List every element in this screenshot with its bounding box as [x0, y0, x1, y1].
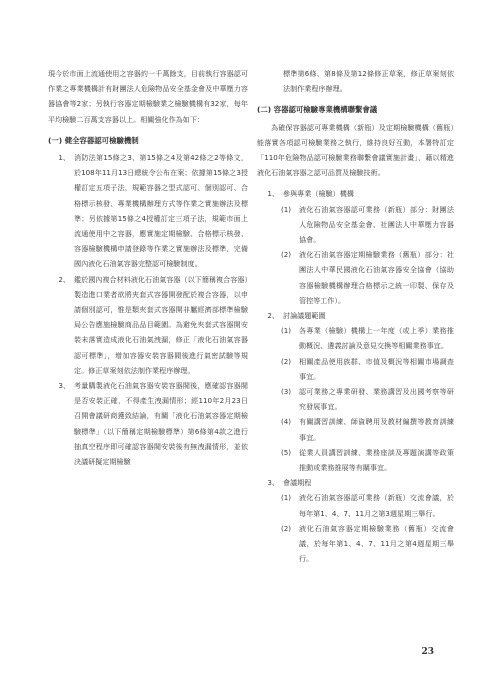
list-item-text: 參與專業（檢驗）機構	[283, 189, 354, 199]
sub-list-item	[257, 202, 454, 248]
list-item-text: 標準第6條、第8條及第12條修正草案，修正草案刻依法制作業程序辦理。	[283, 69, 454, 94]
list-item-continuation	[257, 66, 454, 96]
sub-list-marker: (3)	[281, 387, 292, 397]
sub-list-marker: (1)	[281, 493, 292, 503]
section-paragraph: 為確保容器認可專業機構（新瓶）及定期檢驗機構（舊瓶）能落實各項認可檢驗業務之執行，維持良好互動，本署特訂定「110年危險物品認可檢驗業務聯繫會議實施計畫」，藉以精進液化石油氣容器之認可品質及檢驗技術。	[257, 122, 454, 178]
sub-list-marker: (2)	[281, 356, 292, 366]
sub-list-text: 各專業（檢驗）機構上一年度（或上季）業務推動概況、遴義討論及意見交換等相關業務事宜。	[299, 326, 454, 351]
list-item-text: 討論議題範圍	[283, 311, 326, 321]
list-item-text: 消防法第15條之3、第15條之4及第42條之2等條文，於108年11月13日總統令公布在案；依據第15條之3授權訂定五項子法，規範容器之型式認可、個別認可、合格標示核發、專業機構辦理方式等作業之實施辦法及標準；另依據第15條之4授權訂定三項子法，規範市面上流通使用中之容器，應實施定期檢驗、合格標示核發、容器檢驗機構申請登錄等作業之實施辦法及標準，完備國內液化石油氣容器完整認可檢驗制度。	[74, 153, 248, 269]
sub-list-text: 液化石油氣容器定期檢驗業務（舊瓶）部分：社團法人中華民國液化石油氣容器安全協會（協助容器檢驗機構辦理合格標示之統一印製、保存及管控等工作）。	[299, 250, 454, 305]
sub-list-item	[257, 521, 454, 567]
sub-list-item	[257, 414, 454, 444]
sub-list-text: 液化石油氣容器認可業務（新瓶）部分：財團法人危險物品安全基金會、社團法人中華壓力容器協會。	[299, 204, 454, 245]
right-column	[257, 66, 454, 567]
sub-list-item	[257, 445, 454, 475]
sub-list-text: 液化石油氣容器認可業務（新瓶）交流會議，於每年第1、4、7、11月之第3週星期三舉行。	[299, 493, 454, 518]
list-item-number: 3、	[58, 381, 70, 391]
list-item-number: 1、	[267, 189, 279, 199]
sub-list-marker: (4)	[281, 417, 292, 427]
sub-list-marker: (2)	[281, 250, 292, 260]
sub-list-marker: (2)	[281, 523, 292, 533]
list-item	[48, 272, 248, 378]
sub-list-item	[257, 384, 454, 414]
list-item	[48, 150, 248, 272]
sub-list-item	[257, 490, 454, 520]
section-heading-2: (二) 容器認可檢驗專業機構聯繫會議	[257, 105, 378, 115]
list-item	[257, 186, 454, 201]
list-item-number: 2、	[267, 311, 279, 321]
left-column	[48, 66, 248, 469]
sub-list-marker: (5)	[281, 447, 292, 457]
sub-list-text: 液化石油氣容器定期檢驗業務（舊瓶）交流會議，於每年第1、4、7、11月之第4週星期三舉行。	[299, 523, 454, 564]
list-item-text: 考量購製液化石油氣容器安裝容器閥後，應確認容器閥是否安裝正確，不得產生洩漏情形；經110年2月23日召開會議研商獲致結論，有關「液化石油氣容器定期檢驗標準」（以下簡稱定期檢驗標準）第6條第4款之進行抽真空程序即可確認容器閥安裝後有無洩漏情形，並依決議研擬定期檢驗	[74, 381, 248, 467]
intro-paragraph: 現今於市面上流通使用之容器約一千萬餘支，目前執行容器認可作業之專業機構計有財團法人危險物品安全基金會及中華壓力容器協會等2家；另執行容器定期檢驗業之檢驗機構有32家，每年平均檢驗二百萬支容器以上。相關強化作為如下：	[48, 69, 248, 124]
section-heading-1: (一) 健全容器認可檢驗機制	[48, 135, 139, 145]
list-item-text: 鑑於國內複合材料液化石油氣容器（以下簡稱複合容器）製造進口業者欲將夾套式容器開發配於複合容器，以申請個別認可，惟是類夾套式容器開非屬經濟部標準檢驗局公告應施檢驗商品品目範圍。為避免夾套式容器開安裝未落實造成液化石油氣洩漏，修正「液化石油氣容器認可標準」，增加容器安裝容器閥後進行氣密試驗等規定。修正草案刻依法制作業程序辦理。	[74, 274, 248, 375]
sub-list-item	[257, 247, 454, 308]
sub-list-text: 認可業務之專業研發、業務講習及出國考察等研究發展事宜。	[299, 387, 454, 412]
list-item	[257, 475, 454, 490]
sub-list-marker: (1)	[281, 204, 292, 214]
sub-list-item	[257, 354, 454, 384]
sub-list-item	[257, 323, 454, 353]
list-item-number: 3、	[267, 478, 279, 488]
sub-list-marker: (1)	[281, 326, 292, 336]
list-item-text: 會議期程	[283, 478, 312, 488]
list-item	[48, 378, 248, 469]
list-item	[257, 308, 454, 323]
list-item-number: 2、	[58, 274, 70, 284]
sub-list-text: 從業人員講習訓練、業務座談及專題演講等政策推動或業務推展等有關事宜。	[299, 447, 454, 473]
sub-list-text: 相關產品使用族群、市值及概況等相關市場調查事宜。	[299, 356, 454, 381]
sub-list-text: 有關講習訓練、師資聘用及教材編撰等教育訓練事宜。	[299, 417, 454, 442]
page-number: 23	[421, 647, 434, 657]
list-item-number: 1、	[58, 153, 70, 163]
